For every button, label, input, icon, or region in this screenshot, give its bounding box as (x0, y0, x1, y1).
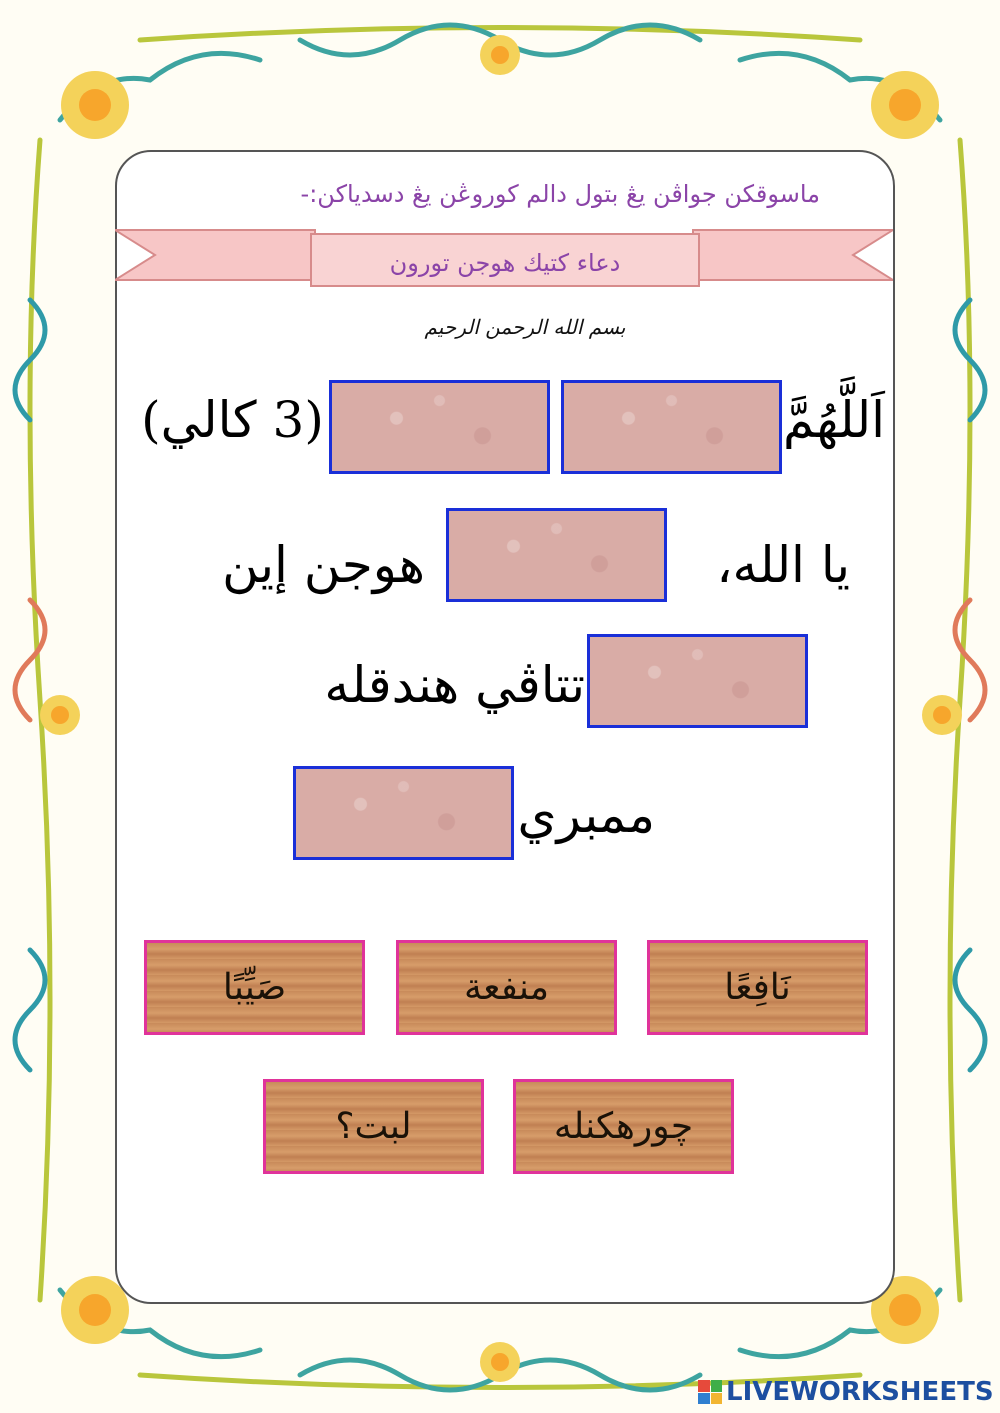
dua-line3-end: تتاڤي هندقله (324, 656, 585, 714)
answer-box-2[interactable] (329, 380, 550, 474)
word-tile-sayyiban[interactable]: صَيِّبًا (144, 940, 365, 1035)
answer-box-5[interactable] (293, 766, 514, 860)
basmala-calligraphy: بسم الله الرحمن الرحيم (424, 315, 626, 339)
word-tile-manfaat[interactable]: منفعة (396, 940, 617, 1035)
banner-title: دعاء كتيك هوجن تورون (389, 249, 621, 277)
dua-line4-start: ممبري (517, 786, 655, 844)
answer-box-1[interactable] (561, 380, 782, 474)
answer-box-3[interactable] (446, 508, 667, 602)
word-tile-nafian[interactable]: نَافِعًا (647, 940, 868, 1035)
dua-line1-start: اَللَّهُمَّ (782, 391, 885, 449)
brand-text: LIVEWORKSHEETS (726, 1377, 994, 1407)
word-tile-curahkanlah[interactable]: چورهكنله (513, 1079, 734, 1174)
word-tile-lebat[interactable]: لبت؟ (263, 1079, 484, 1174)
dua-line2-end: هوجن إين (222, 536, 425, 594)
dua-line1-end: (3 كالي) (141, 391, 324, 449)
answer-box-4[interactable] (587, 634, 808, 728)
dua-line2-start: يا الله، (716, 536, 850, 594)
instruction-text: ماسوقكن جواڤن يڠ بتول دالم كوروڠن يڠ دسدياكن:- (300, 180, 820, 208)
liveworksheets-brand (698, 1376, 994, 1408)
liveworksheets-logo-icon (698, 1380, 722, 1404)
